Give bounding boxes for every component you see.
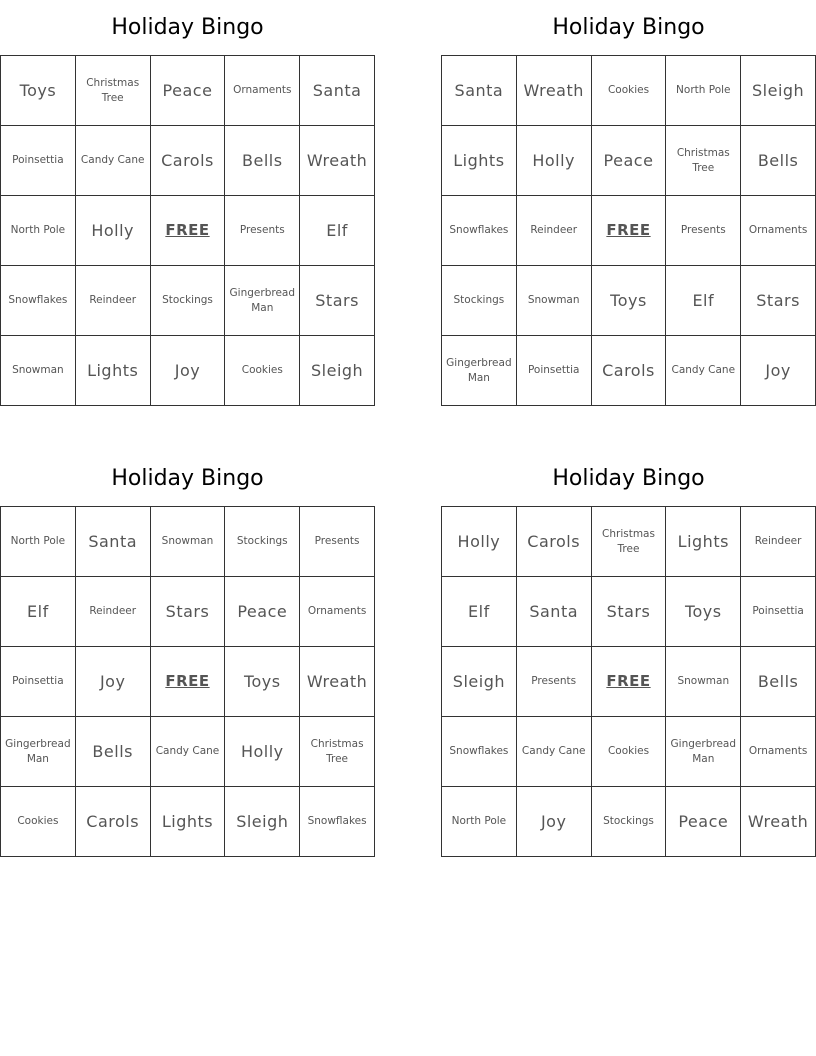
- bingo-cell: Presents: [300, 507, 375, 577]
- bingo-cell: Reindeer: [76, 266, 151, 336]
- bingo-cell: Ornaments: [741, 196, 816, 266]
- bingo-cell: Christmas Tree: [76, 56, 151, 126]
- free-space-cell: FREE: [151, 647, 226, 717]
- bingo-cell: Gingerbread Man: [666, 717, 741, 787]
- bingo-grid: [441, 55, 816, 406]
- bingo-cell: Ornaments: [300, 577, 375, 647]
- bingo-cell: Joy: [76, 647, 151, 717]
- bingo-cell: Holly: [225, 717, 300, 787]
- bingo-cell: Stockings: [442, 266, 517, 336]
- bingo-cell: Wreath: [300, 126, 375, 196]
- bingo-cell: Presents: [666, 196, 741, 266]
- bingo-cell: Poinsettia: [1, 126, 76, 196]
- card-title: Holiday Bingo: [552, 466, 705, 491]
- bingo-cell: Poinsettia: [741, 577, 816, 647]
- bingo-cell: Christmas Tree: [666, 126, 741, 196]
- bingo-cell: Ornaments: [741, 717, 816, 787]
- bingo-cell: Poinsettia: [1, 647, 76, 717]
- bingo-cell: Stars: [592, 577, 667, 647]
- bingo-cell: Cookies: [1, 787, 76, 857]
- bingo-cell: Bells: [741, 126, 816, 196]
- bingo-cell: Joy: [741, 336, 816, 406]
- bingo-cell: Elf: [442, 577, 517, 647]
- bingo-cell: Peace: [225, 577, 300, 647]
- bingo-cell: Carols: [76, 787, 151, 857]
- bingo-cell: Wreath: [300, 647, 375, 717]
- bingo-cell: Toys: [225, 647, 300, 717]
- bingo-cell: Snowflakes: [442, 196, 517, 266]
- bingo-cell: Snowflakes: [1, 266, 76, 336]
- bingo-cell: Sleigh: [225, 787, 300, 857]
- bingo-cell: Gingerbread Man: [1, 717, 76, 787]
- bingo-cell: Cookies: [225, 336, 300, 406]
- bingo-cell: Toys: [666, 577, 741, 647]
- bingo-cell: Stockings: [151, 266, 226, 336]
- card-title: Holiday Bingo: [111, 15, 264, 40]
- bingo-cell: Stars: [300, 266, 375, 336]
- bingo-cell: Toys: [592, 266, 667, 336]
- bingo-cell: Stockings: [225, 507, 300, 577]
- bingo-cell: Stockings: [592, 787, 667, 857]
- bingo-cell: Bells: [76, 717, 151, 787]
- bingo-cell: Candy Cane: [517, 717, 592, 787]
- bingo-cell: Santa: [300, 56, 375, 126]
- bingo-cell: Lights: [442, 126, 517, 196]
- bingo-cell: North Pole: [1, 196, 76, 266]
- free-space-cell: FREE: [151, 196, 226, 266]
- bingo-cell: Gingerbread Man: [225, 266, 300, 336]
- bingo-cell: Elf: [1, 577, 76, 647]
- bingo-cell: Snowman: [666, 647, 741, 717]
- bingo-cell: North Pole: [442, 787, 517, 857]
- bingo-cell: Bells: [741, 647, 816, 717]
- bingo-cell: Poinsettia: [517, 336, 592, 406]
- bingo-cell: Snowman: [517, 266, 592, 336]
- bingo-cell: Candy Cane: [151, 717, 226, 787]
- bingo-cell: Snowflakes: [300, 787, 375, 857]
- bingo-cell: Wreath: [741, 787, 816, 857]
- bingo-cell: Snowman: [1, 336, 76, 406]
- bingo-cell: Wreath: [517, 56, 592, 126]
- card-title: Holiday Bingo: [111, 466, 264, 491]
- bingo-cell: Gingerbread Man: [442, 336, 517, 406]
- bingo-cell: Joy: [517, 787, 592, 857]
- bingo-cell: Sleigh: [442, 647, 517, 717]
- bingo-cell: Presents: [225, 196, 300, 266]
- bingo-cell: Holly: [442, 507, 517, 577]
- bingo-cell: Peace: [666, 787, 741, 857]
- bingo-cell: Carols: [592, 336, 667, 406]
- bingo-cell: Santa: [76, 507, 151, 577]
- bingo-cell: Snowman: [151, 507, 226, 577]
- bingo-cell: Stars: [741, 266, 816, 336]
- bingo-cell: Bells: [225, 126, 300, 196]
- bingo-cell: Reindeer: [517, 196, 592, 266]
- bingo-cell: North Pole: [666, 56, 741, 126]
- bingo-cell: Cookies: [592, 56, 667, 126]
- bingo-cell: Lights: [151, 787, 226, 857]
- bingo-cell: Peace: [151, 56, 226, 126]
- bingo-cell: Reindeer: [76, 577, 151, 647]
- bingo-cell: Presents: [517, 647, 592, 717]
- bingo-grid: [441, 506, 816, 857]
- bingo-cell: Toys: [1, 56, 76, 126]
- bingo-cell: Joy: [151, 336, 226, 406]
- bingo-cell: Lights: [76, 336, 151, 406]
- bingo-grid: [0, 506, 375, 857]
- bingo-cell: Stars: [151, 577, 226, 647]
- bingo-cell: Christmas Tree: [300, 717, 375, 787]
- bingo-cell: Holly: [76, 196, 151, 266]
- bingo-cell: Christmas Tree: [592, 507, 667, 577]
- bingo-cell: Sleigh: [741, 56, 816, 126]
- bingo-cell: Cookies: [592, 717, 667, 787]
- bingo-cell: Ornaments: [225, 56, 300, 126]
- bingo-cell: Carols: [517, 507, 592, 577]
- bingo-cell: Sleigh: [300, 336, 375, 406]
- bingo-grid: [0, 55, 375, 406]
- free-space-cell: FREE: [592, 196, 667, 266]
- bingo-cell: Santa: [517, 577, 592, 647]
- bingo-cell: Candy Cane: [76, 126, 151, 196]
- bingo-cell: Santa: [442, 56, 517, 126]
- bingo-cell: Carols: [151, 126, 226, 196]
- bingo-cell: Candy Cane: [666, 336, 741, 406]
- bingo-cell: North Pole: [1, 507, 76, 577]
- bingo-cell: Elf: [666, 266, 741, 336]
- bingo-cell: Snowflakes: [442, 717, 517, 787]
- card-title: Holiday Bingo: [552, 15, 705, 40]
- bingo-cell: Lights: [666, 507, 741, 577]
- bingo-cell: Holly: [517, 126, 592, 196]
- bingo-cell: Elf: [300, 196, 375, 266]
- bingo-cell: Peace: [592, 126, 667, 196]
- bingo-cell: Reindeer: [741, 507, 816, 577]
- free-space-cell: FREE: [592, 647, 667, 717]
